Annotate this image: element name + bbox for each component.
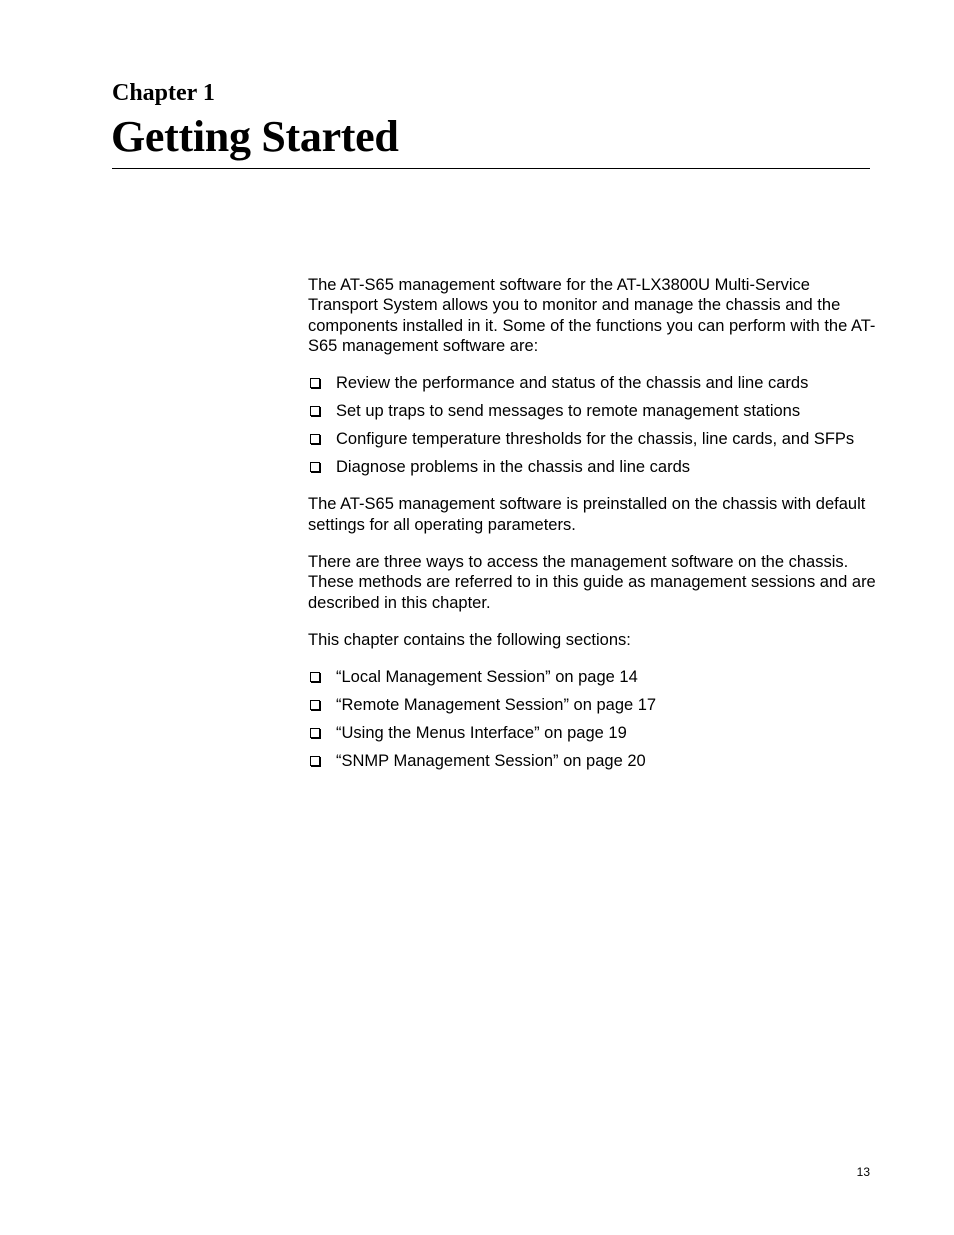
section-link[interactable]: “Local Management Session” on page 14 <box>336 668 638 687</box>
checkbox-bullet-icon <box>310 406 320 416</box>
list-item-text: Set up traps to send messages to remote management stations <box>336 402 801 421</box>
sections-intro-paragraph: This chapter contains the following sections: <box>308 630 631 649</box>
access-methods-paragraph: There are three ways to access the management software on the chassis. These methods are referred to in this guide as management sessions and are described in this chapter. <box>308 553 876 612</box>
list-item <box>308 373 878 401</box>
checkbox-bullet-icon <box>310 462 320 472</box>
list-item <box>308 457 878 477</box>
functions-list <box>308 373 878 477</box>
list-item-text: Diagnose problems in the chassis and line cards <box>336 458 691 477</box>
chapter-body <box>308 275 878 789</box>
chapter-title: Getting Started <box>111 112 399 161</box>
checkbox-bullet-icon <box>310 672 320 682</box>
checkbox-bullet-icon <box>310 700 320 710</box>
title-divider <box>112 168 870 169</box>
checkbox-bullet-icon <box>310 378 320 388</box>
checkbox-bullet-icon <box>310 756 320 766</box>
section-link[interactable]: “SNMP Management Session” on page 20 <box>336 752 646 771</box>
section-link[interactable]: “Remote Management Session” on page 17 <box>336 696 657 715</box>
sections-list <box>308 667 878 771</box>
list-item-text: Configure temperature thresholds for the chassis, line cards, and SFPs <box>336 430 855 449</box>
section-link-item[interactable] <box>308 695 878 723</box>
list-item-text: Review the performance and status of the chassis and line cards <box>336 374 809 393</box>
preinstalled-paragraph: The AT-S65 management software is preinstalled on the chassis with default settings for all operating parameters. <box>308 495 866 534</box>
checkbox-bullet-icon <box>310 434 320 444</box>
section-link[interactable]: “Using the Menus Interface” on page 19 <box>336 724 627 743</box>
section-link-item[interactable] <box>308 751 878 771</box>
checkbox-bullet-icon <box>310 728 320 738</box>
section-link-item[interactable] <box>308 723 878 751</box>
intro-paragraph: The AT-S65 management software for the AT-LX3800U Multi-Service Transport System allows you to monitor and manage the chassis and the components installed in it. Some of the functions you can perform with the AT-S65 management software are: <box>308 276 876 355</box>
list-item <box>308 401 878 429</box>
page-number: 13 <box>856 1165 870 1179</box>
section-link-item[interactable] <box>308 667 878 695</box>
chapter-label: Chapter 1 <box>112 80 215 106</box>
list-item <box>308 429 878 457</box>
